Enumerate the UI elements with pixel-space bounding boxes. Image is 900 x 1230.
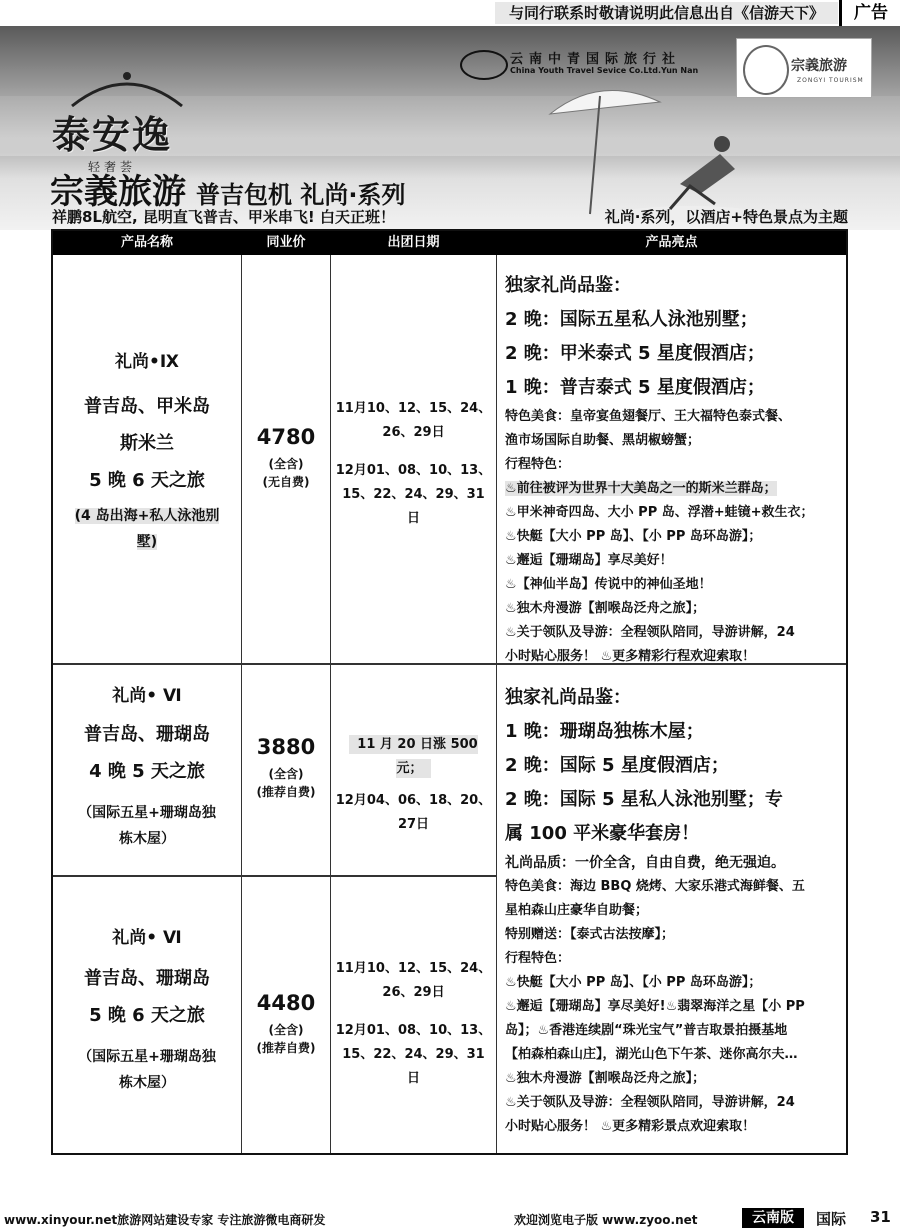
right-brand-logo (736, 38, 872, 98)
right-logo-en: ZONGYI TOURISM (797, 77, 864, 84)
highlight-detail: 渔市场国际自助餐、黑胡椒螃蟹； (505, 433, 701, 448)
highlight-line: 2 晚：国际五星私人泳池别墅； (505, 309, 758, 330)
highlights-cell-a (505, 269, 841, 669)
price-inclusion-note: (推荐自费) (256, 785, 316, 799)
source-notice: 与同行联系时敬请说明此信息出自《信游天下》 (495, 2, 838, 24)
beach-umbrella-icon (530, 74, 760, 224)
note-line: 栋木屋） (119, 831, 175, 847)
route-line: 斯米兰 (120, 433, 174, 454)
table-row (53, 681, 241, 852)
highlight-line: 1 晚：普吉泰式 5 星度假酒店； (505, 377, 765, 398)
highlight-detail: 行程特色： (505, 457, 571, 472)
price-inclusion-note: (推荐自费) (256, 1041, 316, 1055)
route-line: 4 晚 5 天之旅 (89, 761, 205, 782)
date-line: 26、29日 (382, 985, 445, 1000)
highlight-detail: ♨快艇【大小 PP 岛】、【小 PP 岛环岛游】； (505, 975, 762, 990)
highlight-detail: 小时贴心服务！ ♨更多精彩景点欢迎索取！ (505, 1119, 756, 1134)
route-line: 普吉岛、珊瑚岛 (84, 724, 210, 745)
header-highlights: 产品亮点 (645, 235, 698, 250)
date-line: 12月01、08、10、13、 (335, 1023, 492, 1038)
left-logo-text: 泰安逸 (52, 112, 173, 157)
date-line: 11月10、12、15、24、 (335, 961, 492, 976)
dates-cell (331, 957, 496, 1091)
table-row (53, 923, 241, 1096)
table-header (53, 231, 846, 255)
price-value: 4780 (256, 425, 316, 449)
route-line: 5 晚 6 天之旅 (89, 1005, 205, 1026)
highlight-detail: 行程特色： (505, 951, 571, 966)
product-note (53, 800, 241, 852)
highlight-line: 独家礼尚品鉴： (505, 275, 631, 296)
series-theme: 礼尚·系列，以酒店+特色景点为主题 (604, 208, 848, 226)
footprint-logo-icon (743, 45, 789, 95)
header-price: 同业价 (266, 235, 306, 250)
page-number: 31 (870, 1208, 891, 1226)
footer-left-text: www.xinyour.net旅游网站建设专家 专注旅游微电商研发 (4, 1213, 326, 1227)
price-cell (242, 991, 330, 1057)
header-product-name: 产品名称 (120, 235, 173, 250)
product-name: 礼尚• Ⅵ (112, 928, 182, 948)
table-row (53, 347, 241, 555)
price-inclusion: (全含) (268, 767, 304, 781)
column-divider (496, 255, 497, 1153)
header-dates: 出团日期 (387, 235, 440, 250)
highlight-detail: 特别赠送：【泰式古法按摩】； (505, 927, 675, 942)
dates-cell (331, 733, 496, 837)
highlight-detail: ♨快艇【大小 PP 岛】、【小 PP 岛环岛游】； (505, 529, 762, 544)
highlight-detail: ♨独木舟漫游【割喉岛泛舟之旅】； (505, 601, 706, 616)
footer-region-badge: 云南版 (742, 1208, 804, 1228)
highlight-detail: ♨关于领队及导游：全程领队陪同，导游讲解，24 (505, 625, 795, 640)
ad-label: 广告 (839, 0, 900, 26)
highlight-detail: ♨【神仙半岛】传说中的神仙圣地！ (505, 577, 712, 592)
date-line: 27日 (397, 817, 430, 832)
top-notice-bar (0, 0, 900, 26)
product-name: 礼尚• Ⅵ (112, 686, 182, 706)
product-note (53, 1044, 241, 1096)
highlight-line: 独家礼尚品鉴： (505, 687, 631, 708)
date-surcharge-note: 11 月 20 日涨 500 元； (349, 735, 477, 778)
route-line: 5 晚 6 天之旅 (89, 470, 205, 491)
highlight-detail: 岛】；♨香港连续剧“珠光宝气”普吉取景拍摄基地 (505, 1023, 788, 1038)
date-line: 26、29日 (382, 425, 445, 440)
highlight-line: 2 晚：国际 5 星度假酒店； (505, 755, 729, 776)
product-note (53, 503, 241, 555)
company-block (460, 44, 730, 92)
price-value: 4480 (256, 991, 316, 1015)
price-inclusion: (全含) (268, 1023, 304, 1037)
highlight-detail: 【柏森柏森山庄】，湖光山色下午茶、迷你高尔夫… (505, 1047, 798, 1062)
highlight-detail: ♨甲米神奇四岛、大小 PP 岛、浮潜+蛙镜+救生衣； (505, 505, 814, 520)
highlight-detail: 特色美食：皇帝宴鱼翅餐厅、王大福特色泰式餐、 (505, 409, 792, 424)
highlight-detail: ♨关于领队及导游：全程领队陪同，导游讲解，24 (505, 1095, 795, 1110)
dates-cell (331, 397, 496, 531)
price-cell (242, 425, 330, 491)
page-footer (0, 1205, 900, 1230)
product-name: 礼尚•Ⅸ (115, 352, 179, 372)
highlight-line: 2 晚：国际 5 星私人泳池别墅；专 (505, 789, 783, 810)
right-logo-name: 宗義旅游 (791, 58, 847, 74)
price-cell (242, 735, 330, 801)
date-line (331, 733, 496, 781)
note-line: （国际五星+珊瑚岛独 (78, 805, 216, 821)
date-line: 12月01、08、10、13、 (335, 463, 492, 478)
note-line: （国际五星+珊瑚岛独 (78, 1049, 216, 1065)
date-line: 12月04、06、18、20、 (335, 793, 492, 808)
highlight-detail: 小时贴心服务！ ♨更多精彩行程欢迎索取！ (505, 649, 756, 664)
left-brand-logo (48, 66, 208, 174)
row-divider (53, 875, 497, 877)
highlight-line: 2 晚：甲米泰式 5 星度假酒店； (505, 343, 765, 364)
note-line: (4 岛出海+私人泳池别 (74, 508, 220, 524)
dome-ornament-icon (52, 68, 202, 108)
hero-banner (0, 26, 900, 230)
highlight-detail-text: ♨前往被评为世界十大美岛之一的斯米兰群岛； (505, 481, 777, 496)
highlight-detail: 星柏森山庄豪华自助餐； (505, 903, 649, 918)
highlight-detail: 特色美食：海边 BBQ 烧烤、大家乐港式海鲜餐、五 (505, 879, 805, 894)
flight-info: 祥鹏8L航空, 昆明直飞普吉、甲米串飞! 白天正班！ (52, 208, 395, 226)
title-sub: 普吉包机 礼尚·系列 (196, 181, 406, 209)
date-line: 日 (406, 511, 420, 526)
date-line: 15、22、24、29、31 (342, 487, 485, 502)
date-line: 15、22、24、29、31 (342, 1047, 485, 1062)
highlights-cell-b (505, 681, 841, 1139)
highlight-detail: ♨邂逅【珊瑚岛】享尽美好！ (505, 553, 673, 568)
highlight-detail: 礼尚品质：一价全含，自由自费，绝无强迫。 (505, 855, 785, 871)
footer-website: 欢迎浏览电子版 www.zyoo.net (514, 1213, 698, 1227)
price-inclusion: (全含) (268, 457, 304, 471)
note-line: 栋木屋） (119, 1075, 175, 1091)
route-line: 普吉岛、珊瑚岛 (84, 968, 210, 989)
price-value: 3880 (256, 735, 316, 759)
left-logo-subtext: 轻奢荟 (88, 160, 137, 174)
note-line: 墅) (136, 534, 158, 550)
highlight-detail: ♨邂逅【珊瑚岛】享尽美好!♨翡翠海洋之星【小 PP (505, 999, 805, 1014)
product-table (51, 229, 848, 1155)
company-name-cn: 云南中青国际旅行社 (510, 52, 682, 67)
title-main: 宗義旅游 (50, 172, 186, 212)
cyts-emblem-icon (460, 50, 508, 80)
date-line: 日 (406, 1071, 420, 1086)
highlight-detail: ♨独木舟漫游【割喉岛泛舟之旅】； (505, 1071, 706, 1086)
date-line: 11月10、12、15、24、 (335, 401, 492, 416)
route-line: 普吉岛、甲米岛 (84, 396, 210, 417)
footer-section: 国际 (816, 1210, 847, 1228)
price-inclusion-note: (无自费) (262, 475, 310, 489)
highlight-detail (505, 477, 841, 501)
company-name-en: China Youth Travel Sevice Co.Ltd.Yun Nan (510, 66, 699, 75)
highlight-line: 1 晚：珊瑚岛独栋木屋； (505, 721, 704, 742)
highlight-line: 属 100 平米豪华套房！ (505, 823, 700, 844)
